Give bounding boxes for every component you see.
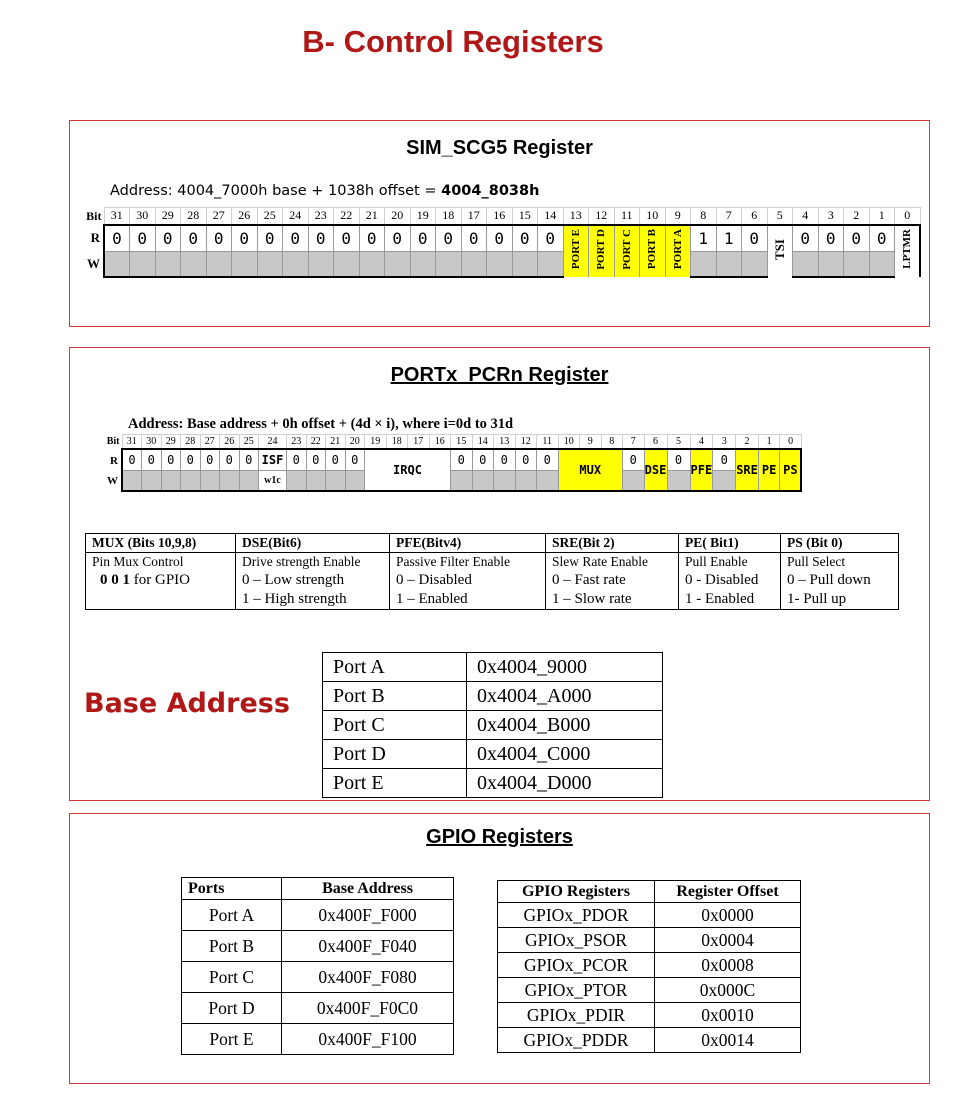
w-cell	[283, 252, 309, 277]
desc-cell: 1 – Slow rate	[546, 590, 679, 610]
portx-pcrn-title: PORTx_PCRn Register	[390, 364, 609, 386]
table-row	[182, 900, 454, 931]
sim-scgc5-bit-grid	[80, 207, 921, 278]
bit-number: 18	[436, 208, 462, 225]
port-address: 0x400F_F0C0	[282, 993, 454, 1024]
bit-number: 15	[451, 435, 473, 449]
w-cell	[461, 252, 487, 277]
register-offset: 0x0000	[655, 903, 801, 928]
bit-number: 9	[665, 208, 691, 225]
bit-number: 9	[580, 435, 602, 449]
bit-26-value: 0	[232, 225, 258, 252]
bit-24-value: 0	[283, 225, 309, 252]
bit-number: 26	[232, 208, 258, 225]
bit-number: 22	[306, 435, 326, 449]
w-cell	[155, 252, 181, 277]
bit-number: 14	[538, 208, 564, 225]
bit-number: 3	[818, 208, 844, 225]
sim-scgc5-panel	[69, 120, 930, 327]
sre-field[interactable]: SRE	[736, 449, 759, 491]
desc-row-value-1	[86, 590, 899, 610]
bit-6-value: 0	[742, 225, 768, 252]
pcr-bit-7: 0	[623, 449, 645, 471]
bit-number: 24	[259, 435, 287, 449]
bit-number: 13	[494, 435, 516, 449]
w-cell	[359, 252, 385, 277]
porta-field[interactable]	[665, 225, 691, 277]
port-name: Port E	[323, 769, 467, 798]
w-cell	[818, 252, 844, 277]
header-ports: Ports	[182, 878, 282, 900]
bit-number: 12	[515, 435, 537, 449]
bit-number: 7	[716, 208, 742, 225]
bit-number: 6	[742, 208, 768, 225]
table-row	[182, 993, 454, 1024]
header-register-offset: Register Offset	[655, 881, 801, 903]
register-name: GPIOx_PTOR	[498, 978, 655, 1003]
bit-20-value: 0	[385, 225, 411, 252]
pcr-bit-11: 0	[537, 449, 559, 471]
mux-field[interactable]: MUX	[558, 449, 623, 491]
desc-cell: 0 – Disabled	[390, 571, 546, 590]
port-name: Port B	[182, 931, 282, 962]
table-row	[182, 962, 454, 993]
pcr-bit-20: 0	[345, 449, 365, 471]
w-cell	[537, 471, 559, 491]
table-row	[498, 1003, 801, 1028]
gpio-registers-header	[498, 881, 801, 903]
desc-cell: 0 – Fast rate	[546, 571, 679, 590]
bit-number: 20	[385, 208, 411, 225]
read-label: R	[80, 225, 104, 252]
bit-number: 19	[410, 208, 436, 225]
port-address: 0x400F_F100	[282, 1024, 454, 1055]
porte-field[interactable]	[563, 225, 589, 277]
port-address: 0x4004_A000	[467, 682, 663, 711]
pcr-bit-15: 0	[451, 449, 473, 471]
port-address: 0x4004_D000	[467, 769, 663, 798]
pcr-bit-3: 0	[713, 449, 736, 471]
w-cell	[334, 252, 360, 277]
pcr-bit-27: 0	[200, 449, 220, 471]
porte-label: PORT E	[569, 228, 582, 270]
bit-number: 7	[623, 435, 645, 449]
port-address: 0x400F_F080	[282, 962, 454, 993]
bit-number: 25	[239, 435, 259, 449]
portx-pcrn-panel	[69, 347, 930, 801]
table-row	[498, 953, 801, 978]
port-name: Port D	[323, 740, 467, 769]
portx-pcrn-address: Address: Base address + 0h offset + (4d × i), where i=0d to 31d	[128, 416, 514, 432]
pcr-bit-14: 0	[472, 449, 494, 471]
bit-number: 8	[691, 208, 717, 225]
bit-number: 12	[589, 208, 615, 225]
bit-number: 27	[206, 208, 232, 225]
bit-14-value: 0	[538, 225, 564, 252]
bit-number: 1	[869, 208, 895, 225]
w-cell	[667, 471, 690, 491]
bit-18-value: 0	[436, 225, 462, 252]
portx-pcrn-bit-header	[100, 435, 801, 449]
port-name: Port C	[182, 962, 282, 993]
register-offset: 0x0010	[655, 1003, 801, 1028]
bit-29-value: 0	[155, 225, 181, 252]
port-base-address-table	[322, 652, 663, 798]
w-cell	[161, 471, 181, 491]
w-cell	[122, 471, 142, 491]
bit-15-value: 0	[512, 225, 538, 252]
w-cell	[257, 252, 283, 277]
table-row	[323, 711, 663, 740]
w-cell	[742, 252, 768, 277]
port-name: Port A	[182, 900, 282, 931]
bit-number: 23	[287, 435, 307, 449]
bit-22-value: 0	[334, 225, 360, 252]
bit-number: 4	[793, 208, 819, 225]
pcr-bit-13: 0	[494, 449, 516, 471]
table-row	[498, 928, 801, 953]
lptmr-field[interactable]	[895, 225, 921, 277]
porta-label: PORT A	[671, 228, 684, 270]
bit-number: 17	[461, 208, 487, 225]
bit-25-value: 0	[257, 225, 283, 252]
bit-number: 10	[558, 435, 580, 449]
bit-number: 17	[408, 435, 430, 449]
pfe-field[interactable]: PFE	[690, 449, 713, 491]
portb-field[interactable]	[640, 225, 666, 277]
bit-4-value: 0	[793, 225, 819, 252]
gpio-registers-table	[497, 880, 801, 1053]
w-cell	[306, 471, 326, 491]
w-cell	[287, 471, 307, 491]
portc-field[interactable]	[614, 225, 640, 277]
portc-label: PORT C	[620, 228, 633, 270]
w-cell	[200, 471, 220, 491]
pcr-bit-29: 0	[161, 449, 181, 471]
sim-scgc5-address-result: 4004_8038h	[441, 183, 540, 199]
portx-pcrn-bit-grid	[100, 434, 802, 492]
w1c-field: w1c	[259, 471, 287, 491]
irqc-field[interactable]: IRQC	[365, 449, 451, 491]
bit-27-value: 0	[206, 225, 232, 252]
bit-number: 2	[844, 208, 870, 225]
port-name: Port D	[182, 993, 282, 1024]
mux-gpio-bits: 0 0 1	[100, 572, 130, 588]
bit-label: Bit	[86, 208, 102, 223]
desc-header-pe: PE( Bit1)	[679, 534, 781, 553]
ps-field[interactable]: PS	[780, 449, 802, 491]
bit-number: 0	[780, 435, 802, 449]
port-name: Port B	[323, 682, 467, 711]
register-name: GPIOx_PDOR	[498, 903, 655, 928]
portx-pcrn-read-row	[100, 449, 801, 471]
page-title: B- Control Registers	[302, 24, 604, 59]
sim-scgc5-address	[110, 183, 539, 199]
bit-number: 5	[767, 208, 793, 225]
w-cell	[793, 252, 819, 277]
w-cell	[410, 252, 436, 277]
bit-number: 21	[326, 435, 346, 449]
bit-28-value: 0	[181, 225, 207, 252]
bit-19-value: 0	[410, 225, 436, 252]
desc-header-dse: DSE(Bit6)	[236, 534, 390, 553]
sim-scgc5-title: SIM_SCG5 Register	[406, 137, 593, 159]
desc-cell: Pin Mux Control	[86, 553, 236, 572]
bit-number: 18	[386, 435, 408, 449]
bit-number: 31	[122, 435, 142, 449]
lptmr-label: LPTMR	[901, 229, 913, 269]
w-cell	[142, 471, 162, 491]
portd-label: PORT D	[595, 228, 608, 270]
bit-number: 26	[220, 435, 240, 449]
isf-field[interactable]: ISF	[259, 449, 287, 471]
port-address: 0x4004_C000	[467, 740, 663, 769]
tsi-field[interactable]	[767, 225, 793, 277]
desc-cell: 1- Pull up	[781, 590, 899, 610]
desc-cell: Slew Rate Enable	[546, 553, 679, 572]
w-cell	[130, 252, 156, 277]
register-offset: 0x0014	[655, 1028, 801, 1053]
write-label: W	[80, 252, 104, 277]
w-cell	[181, 471, 201, 491]
w-cell	[472, 471, 494, 491]
register-offset: 0x000C	[655, 978, 801, 1003]
bit-number: 29	[155, 208, 181, 225]
gpio-ports-header	[182, 878, 454, 900]
w-cell	[691, 252, 717, 277]
sim-scgc5-address-prefix: Address: 4004_7000h base + 1038h offset =	[110, 183, 442, 199]
read-label: R	[100, 449, 122, 471]
sim-scgc5-write-row	[80, 252, 920, 277]
table-row	[323, 769, 663, 798]
desc-cell: 1 - Enabled	[679, 590, 781, 610]
table-row	[323, 653, 663, 682]
bit-8-value: 1	[691, 225, 717, 252]
port-name: Port C	[323, 711, 467, 740]
bit-number: 6	[644, 435, 667, 449]
bit-3-value: 0	[818, 225, 844, 252]
w-cell	[220, 471, 240, 491]
bit-number: 11	[537, 435, 559, 449]
bit-number: 1	[758, 435, 780, 449]
w-cell	[104, 252, 130, 277]
w-cell	[181, 252, 207, 277]
bit-number: 10	[640, 208, 666, 225]
bit-number: 23	[308, 208, 334, 225]
port-name: Port A	[323, 653, 467, 682]
desc-cell	[86, 590, 236, 610]
w-cell	[515, 471, 537, 491]
table-row	[498, 978, 801, 1003]
bit-number: 16	[487, 208, 513, 225]
desc-row-value-0	[86, 571, 899, 590]
mux-gpio-suffix: for GPIO	[130, 572, 190, 588]
gpio-ports-table	[181, 877, 454, 1055]
desc-row-function	[86, 553, 899, 572]
w-cell	[326, 471, 346, 491]
table-row	[323, 682, 663, 711]
dse-field[interactable]: DSE	[644, 449, 667, 491]
table-row	[323, 740, 663, 769]
bit-number: 16	[429, 435, 451, 449]
pcr-bit-12: 0	[515, 449, 537, 471]
sim-scgc5-bit-header	[80, 208, 920, 225]
w-cell	[713, 471, 736, 491]
desc-cell: Pull Enable	[679, 553, 781, 572]
bit-17-value: 0	[461, 225, 487, 252]
w-cell	[385, 252, 411, 277]
header-gpio-registers: GPIO Registers	[498, 881, 655, 903]
bit-number: 24	[283, 208, 309, 225]
bit-number: 21	[359, 208, 385, 225]
bit-number: 13	[563, 208, 589, 225]
sim-scgc5-read-row	[80, 225, 920, 252]
pcr-bit-30: 0	[142, 449, 162, 471]
bit-number: 20	[345, 435, 365, 449]
w-cell	[232, 252, 258, 277]
pcr-bit-5: 0	[667, 449, 690, 471]
port-name: Port E	[182, 1024, 282, 1055]
port-address: 0x400F_F000	[282, 900, 454, 931]
w-cell	[512, 252, 538, 277]
bit-number: 4	[690, 435, 713, 449]
table-row	[182, 931, 454, 962]
pcr-bit-21: 0	[326, 449, 346, 471]
w-cell	[844, 252, 870, 277]
bit-number: 19	[365, 435, 387, 449]
bit-16-value: 0	[487, 225, 513, 252]
desc-mux-gpio	[86, 571, 236, 590]
desc-cell: 1 – High strength	[236, 590, 390, 610]
table-row	[498, 903, 801, 928]
bit-1-value: 0	[869, 225, 895, 252]
gpio-title: GPIO Registers	[426, 826, 573, 848]
bit-number: 8	[601, 435, 623, 449]
port-address: 0x4004_9000	[467, 653, 663, 682]
w-cell	[538, 252, 564, 277]
w-cell	[451, 471, 473, 491]
register-name: GPIOx_PDDR	[498, 1028, 655, 1053]
table-row	[498, 1028, 801, 1053]
pe-field[interactable]: PE	[758, 449, 780, 491]
portb-label: PORT B	[646, 228, 659, 270]
bit-number: 25	[257, 208, 283, 225]
desc-cell: 0 – Pull down	[781, 571, 899, 590]
bit-number: 2	[736, 435, 759, 449]
w-cell	[308, 252, 334, 277]
pcr-bit-22: 0	[306, 449, 326, 471]
write-label: W	[100, 471, 122, 491]
w-cell	[869, 252, 895, 277]
desc-cell: 0 – Low strength	[236, 571, 390, 590]
header-base-address: Base Address	[282, 878, 454, 900]
pcr-bit-31: 0	[122, 449, 142, 471]
desc-header-sre: SRE(Bit 2)	[546, 534, 679, 553]
pcr-field-description-table	[85, 533, 899, 610]
w-cell	[494, 471, 516, 491]
tsi-label: TSI	[771, 238, 787, 260]
bit-30-value: 0	[130, 225, 156, 252]
w-cell	[487, 252, 513, 277]
bit-number: 30	[142, 435, 162, 449]
portd-field[interactable]	[589, 225, 615, 277]
bit-number: 27	[200, 435, 220, 449]
bit-number: 11	[614, 208, 640, 225]
bit-7-value: 1	[716, 225, 742, 252]
bit-label: Bit	[106, 436, 120, 447]
desc-header-pfe: PFE(Bitv4)	[390, 534, 546, 553]
bit-number: 15	[512, 208, 538, 225]
bit-number: 14	[472, 435, 494, 449]
bit-31-value: 0	[104, 225, 130, 252]
register-name: GPIOx_PCOR	[498, 953, 655, 978]
bit-number: 5	[667, 435, 690, 449]
pcr-bit-25: 0	[239, 449, 259, 471]
w-cell	[716, 252, 742, 277]
bit-21-value: 0	[359, 225, 385, 252]
bit-number: 28	[181, 208, 207, 225]
bit-number: 0	[895, 208, 921, 225]
w-cell	[436, 252, 462, 277]
desc-cell: Pull Select	[781, 553, 899, 572]
desc-cell: Passive Filter Enable	[390, 553, 546, 572]
bit-2-value: 0	[844, 225, 870, 252]
w-cell	[345, 471, 365, 491]
register-offset: 0x0008	[655, 953, 801, 978]
register-name: GPIOx_PDIR	[498, 1003, 655, 1028]
w-cell	[206, 252, 232, 277]
desc-cell: 0 - Disabled	[679, 571, 781, 590]
table-row	[182, 1024, 454, 1055]
desc-header-ps: PS (Bit 0)	[781, 534, 899, 553]
desc-header-mux: MUX (Bits 10,9,8)	[86, 534, 236, 553]
gpio-panel	[69, 813, 930, 1084]
bit-number: 3	[713, 435, 736, 449]
bit-number: 28	[181, 435, 201, 449]
register-offset: 0x0004	[655, 928, 801, 953]
register-name: GPIOx_PSOR	[498, 928, 655, 953]
pcr-bit-28: 0	[181, 449, 201, 471]
w-cell	[239, 471, 259, 491]
desc-cell: Drive strength Enable	[236, 553, 390, 572]
desc-cell: 1 – Enabled	[390, 590, 546, 610]
bit-number: 31	[104, 208, 130, 225]
bit-23-value: 0	[308, 225, 334, 252]
w-cell	[623, 471, 645, 491]
pcr-bit-26: 0	[220, 449, 240, 471]
base-address-label: Base Address	[84, 688, 290, 719]
pcr-bit-23: 0	[287, 449, 307, 471]
desc-header-row	[86, 534, 899, 553]
bit-number: 29	[161, 435, 181, 449]
bit-number: 22	[334, 208, 360, 225]
bit-number: 30	[130, 208, 156, 225]
port-address: 0x400F_F040	[282, 931, 454, 962]
port-address: 0x4004_B000	[467, 711, 663, 740]
